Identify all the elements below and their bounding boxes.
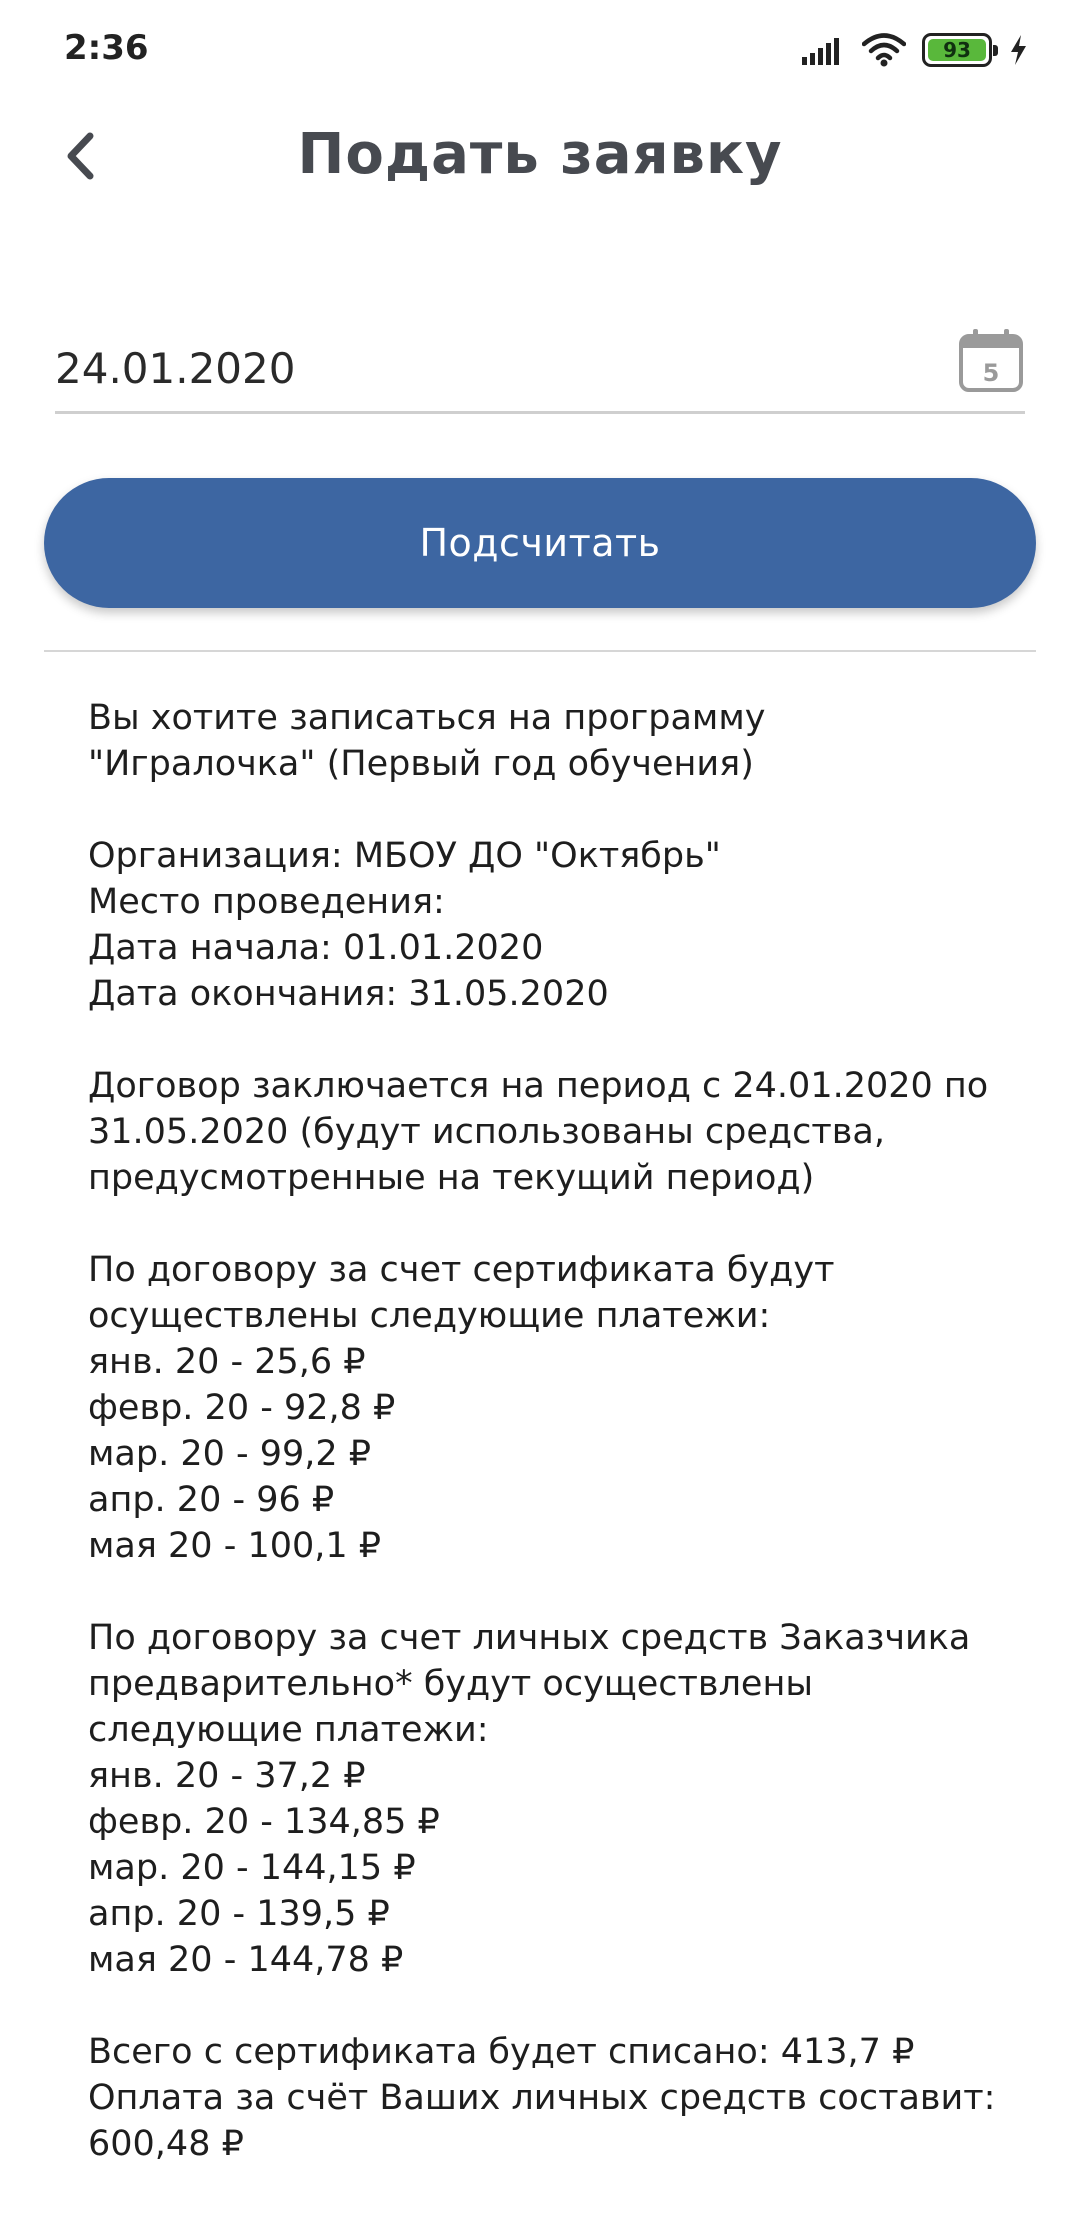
payment-line: февр. 20 - 134,85 ₽ [88, 1802, 440, 1842]
info-line: Вы хотите записаться на программу [88, 698, 766, 738]
total-line: Оплата за счёт Ваших личных средств составит: [88, 2078, 996, 2118]
total-line: Всего с сертификата будет списано: 413,7 ₽ [88, 2032, 915, 2072]
status-bar [0, 0, 1080, 96]
calculate-button[interactable]: Подсчитать [44, 478, 1036, 608]
battery-percent: 93 [943, 38, 971, 62]
payment-line: мар. 20 - 144,15 ₽ [88, 1848, 416, 1888]
payment-line: янв. 20 - 25,6 ₽ [88, 1342, 366, 1382]
page-title: Подать заявку [297, 122, 783, 187]
info-line: предварительно* будут осуществлены [88, 1664, 813, 1704]
info-line: "Игралочка" (Первый год обучения) [88, 744, 754, 784]
date-field[interactable] [55, 320, 1025, 414]
program-intro [88, 695, 1018, 787]
calendar-icon[interactable] [957, 326, 1025, 394]
date-value[interactable]: 24.01.2020 [55, 344, 296, 393]
payment-line: янв. 20 - 37,2 ₽ [88, 1756, 366, 1796]
info-line: следующие платежи: [88, 1710, 489, 1750]
info-line: Дата окончания: 31.05.2020 [88, 974, 609, 1014]
personal-payments [88, 1615, 1018, 1983]
wifi-icon [862, 33, 906, 67]
info-line: Дата начала: 01.01.2020 [88, 928, 544, 968]
contract-period [88, 1063, 1018, 1201]
info-line: осуществлены следующие платежи: [88, 1296, 771, 1336]
payment-line: апр. 20 - 139,5 ₽ [88, 1894, 390, 1934]
totals [88, 2029, 1018, 2167]
charging-icon [1008, 34, 1028, 66]
payment-line: февр. 20 - 92,8 ₽ [88, 1388, 396, 1428]
info-line: По договору за счет сертификата будут [88, 1250, 835, 1290]
status-icons [802, 30, 1028, 70]
info-line: предусмотренные на текущий период) [88, 1158, 815, 1198]
application-info [88, 695, 1018, 2213]
battery-icon [922, 33, 992, 67]
info-line: Организация: МБОУ ДО "Октябрь" [88, 836, 721, 876]
info-line: Договор заключается на период с 24.01.2020 по [88, 1066, 989, 1106]
calendar-day: 5 [982, 359, 1000, 387]
payment-line: апр. 20 - 96 ₽ [88, 1480, 335, 1520]
status-time: 2:36 [64, 28, 149, 68]
payment-line: мая 20 - 144,78 ₽ [88, 1940, 404, 1980]
info-line: Место проведения: [88, 882, 445, 922]
total-line: 600,48 ₽ [88, 2124, 244, 2164]
info-line: 31.05.2020 (будут использованы средства, [88, 1112, 885, 1152]
toolbar [0, 96, 1080, 216]
divider [44, 650, 1036, 652]
battery-tip [993, 45, 998, 56]
payment-line: мая 20 - 100,1 ₽ [88, 1526, 382, 1566]
info-line: По договору за счет личных средств Заказчика [88, 1618, 971, 1658]
organization-details [88, 833, 1018, 1017]
certificate-payments [88, 1247, 1018, 1569]
payment-line: мар. 20 - 99,2 ₽ [88, 1434, 372, 1474]
signal-icon [802, 35, 846, 65]
